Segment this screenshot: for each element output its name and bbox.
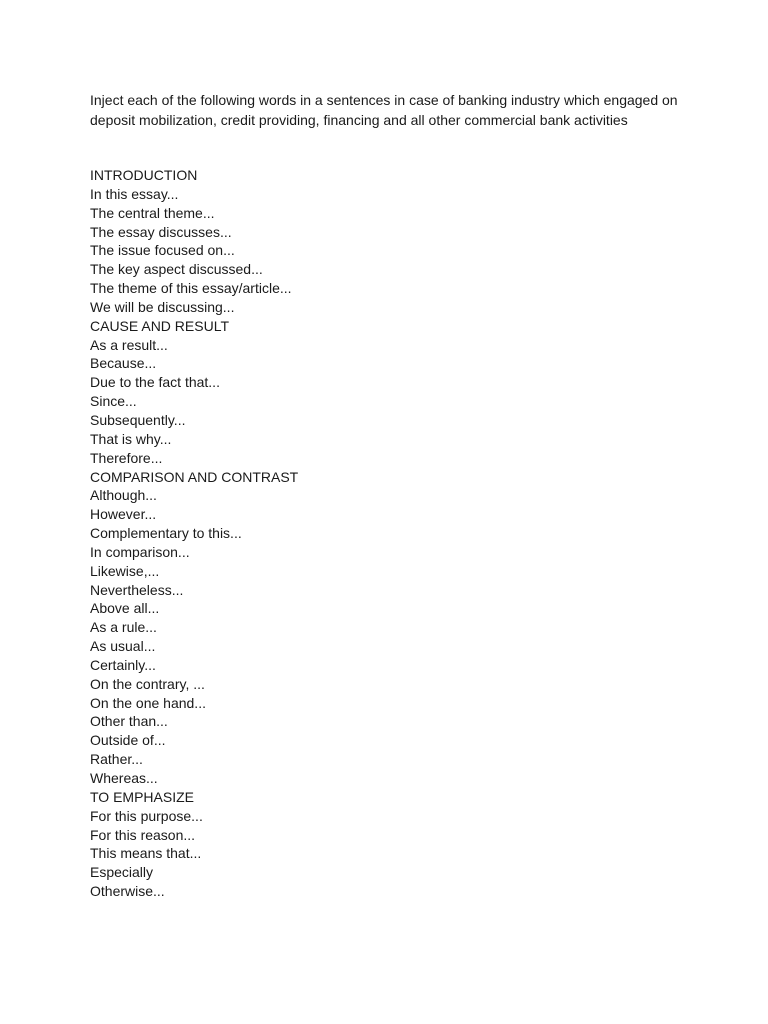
list-item: On the contrary, ... — [90, 675, 205, 692]
list-item: Nevertheless... — [90, 581, 184, 598]
list-item: In comparison... — [90, 543, 190, 560]
list-item: Although... — [90, 487, 157, 504]
list-item: The theme of this essay/article... — [90, 280, 292, 297]
list-item: Therefore... — [90, 449, 163, 466]
list-item: Above all... — [90, 600, 160, 617]
list-item: Especially — [90, 864, 154, 881]
list-item: The key aspect discussed... — [90, 261, 263, 278]
list-item: Other than... — [90, 713, 168, 730]
list-item: Subsequently... — [90, 411, 186, 428]
list-item: The central theme... — [90, 204, 215, 221]
list-item: Due to the fact that... — [90, 374, 220, 391]
list-item: This means that... — [90, 845, 202, 862]
list-item: That is why... — [90, 430, 172, 447]
document-page — [90, 91, 690, 901]
list-item: The essay discusses... — [90, 223, 232, 240]
list-item: Rather... — [90, 751, 143, 768]
instruction-paragraph: Inject each of the following words in a sentences in case of banking industry which engaged on deposit mobilization, credit providing, financing and all other commercial bank activities — [90, 92, 678, 128]
list-item: Whereas... — [90, 770, 158, 786]
list-item: Otherwise... — [90, 883, 165, 900]
list-item: Complementary to this... — [90, 525, 242, 542]
list-item: Likewise,... — [90, 562, 160, 579]
list-item: In this essay... — [90, 185, 179, 202]
list-item: The issue focused on... — [90, 242, 235, 259]
list-item: Outside of... — [90, 732, 166, 749]
list-item: However... — [90, 506, 157, 523]
section-heading-comparison-and-contrast: COMPARISON AND CONTRAST — [90, 468, 299, 485]
list-item: Because... — [90, 355, 157, 372]
list-item: As a result... — [90, 336, 168, 353]
section-heading-to-emphasize: TO EMPHASIZE — [90, 788, 194, 805]
section-heading-introduction: INTRODUCTION — [90, 167, 198, 183]
list-item: As usual... — [90, 638, 156, 655]
list-item: For this reason... — [90, 826, 196, 843]
list-item: Certainly... — [90, 656, 156, 673]
list-item: As a rule... — [90, 619, 157, 636]
list-item: On the one hand... — [90, 694, 206, 711]
section-heading-cause-and-result: CAUSE AND RESULT — [90, 317, 229, 334]
phrase-list — [90, 166, 330, 901]
list-item: We will be discussing... — [90, 298, 235, 315]
list-item: Since... — [90, 393, 137, 410]
list-item: For this purpose... — [90, 807, 203, 824]
